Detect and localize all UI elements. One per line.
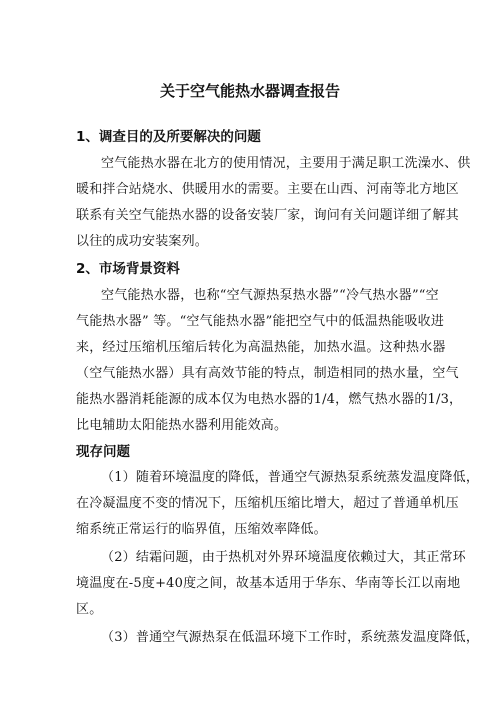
section2-heading: 2、市场背景资料 [76, 261, 180, 277]
section3-line: 区。 [76, 602, 103, 617]
section3-line: （2）结霜问题，由于热机对外界环境温度依赖过大，其正常环 [101, 550, 466, 565]
section3-line: 在冷凝温度不变的情况下，压缩机压缩比增大，超过了普通单机压 [76, 496, 459, 511]
section2-line: 空气能热水器，也称“空气源热泵热水器”“冷气热水器”“空 [101, 288, 439, 303]
section2-line: 能热水器消耗能源的成本仅为电热水器的1/4，燃气热水器的1/3， [76, 392, 463, 407]
section1-line: 暖和拌合站烧水、供暖用水的需要。主要在山西、河南等北方地区 [76, 182, 459, 197]
document-title: 关于空气能热水器调查报告 [159, 82, 340, 100]
section3-heading: 现存问题 [76, 444, 130, 460]
section1-line: 以往的成功安装案列。 [76, 234, 209, 249]
section3-line: 缩系统正常运行的临界值，压缩效率降低。 [76, 522, 327, 537]
section2-line: （空气能热水器）具有高效节能的特点，制造相同的热水量，空气 [76, 366, 459, 381]
section2-line: 来，经过压缩机压缩后转化为高温热能，加热水温。这种热水器 [76, 340, 446, 355]
section3-line: 境温度在-5度+40度之间，故基本适用于华东、华南等长江以南地 [76, 576, 461, 591]
section1-line: 空气能热水器在北方的使用情况，主要用于满足职工洗澡水、供 [101, 156, 471, 171]
section2-line: 比电辅助太阳能热水器利用能效高。 [76, 418, 288, 433]
section2-line: 气能热水器” 等。“空气能热水器”能把空气中的低温热能吸收进 [76, 314, 445, 329]
section3-line: （3）普通空气源热泵在低温环境下工作时，系统蒸发温度降低， [101, 630, 480, 645]
section1-heading: 1、调查目的及所要解决的问题 [76, 129, 261, 145]
section1-line: 联系有关空气能热水器的设备安装厂家，询问有关问题详细了解其 [76, 208, 459, 223]
section3-line: （1）随着环境温度的降低，普通空气源热泵系统蒸发温度降低， [101, 470, 480, 485]
